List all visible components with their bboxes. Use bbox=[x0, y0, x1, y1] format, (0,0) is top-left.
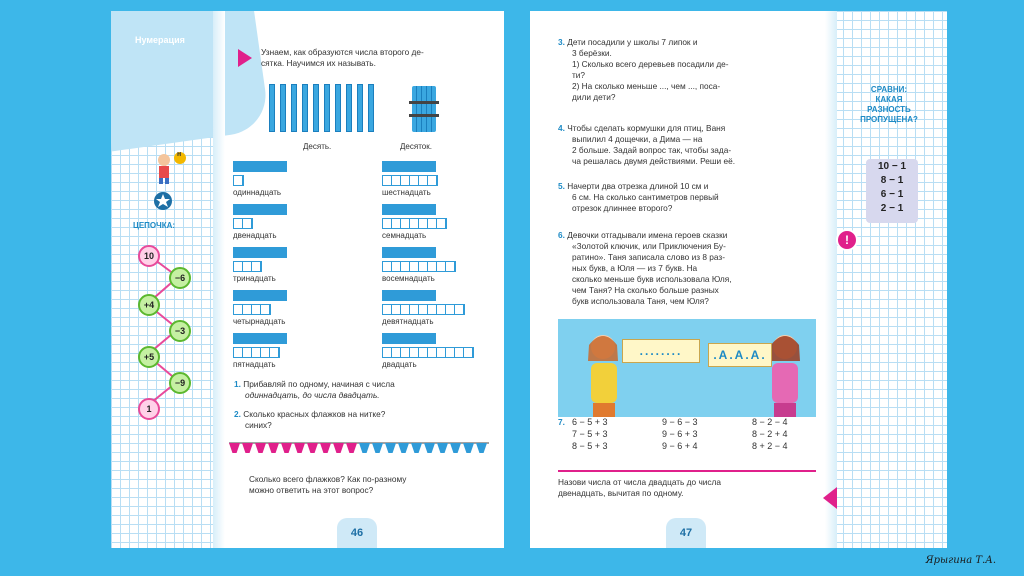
task-line bbox=[558, 181, 820, 192]
expression: 7 − 5 + 3 bbox=[572, 429, 608, 439]
bar-ones bbox=[233, 304, 271, 315]
task-line bbox=[558, 92, 820, 103]
section-tab bbox=[111, 11, 271, 151]
bar-ones bbox=[233, 218, 253, 229]
bar-ones bbox=[233, 347, 280, 358]
number-word: двенадцать bbox=[233, 231, 277, 240]
task-text: 1) Сколько всего деревьев посадили де- bbox=[572, 59, 729, 69]
red-flag bbox=[346, 443, 357, 453]
task-line bbox=[558, 156, 820, 167]
bar-ones bbox=[382, 347, 474, 358]
task-number: 2. bbox=[234, 409, 241, 419]
bundle-label: Десяток. bbox=[400, 142, 432, 151]
task-line: одиннадцать, до числа двадцать. bbox=[245, 390, 380, 400]
intro-text bbox=[261, 47, 491, 69]
task-number: 4. bbox=[558, 123, 565, 133]
task-line bbox=[558, 48, 820, 59]
intro-line-2: сятка. Научимся их называть. bbox=[261, 58, 376, 68]
task-text: Начерти два отрезка длиной 10 см и bbox=[567, 181, 709, 191]
task-7-number bbox=[558, 417, 565, 428]
stick-bundle bbox=[412, 86, 436, 132]
task-number: 3. bbox=[558, 37, 565, 47]
blue-flag bbox=[359, 443, 370, 453]
red-flag bbox=[307, 443, 318, 453]
task-line bbox=[558, 59, 820, 70]
task-number: 6. bbox=[558, 230, 565, 240]
task-line: Сколько красных флажков на нитке? bbox=[243, 409, 386, 419]
expression: 8 − 2 − 4 bbox=[752, 417, 788, 427]
blue-flag bbox=[385, 443, 396, 453]
task-line bbox=[558, 203, 820, 214]
red-flag bbox=[333, 443, 344, 453]
chain-step-7: 1 bbox=[138, 398, 160, 420]
sign-right: .А.А.А. bbox=[708, 343, 772, 367]
task-line bbox=[558, 192, 820, 203]
blue-flag bbox=[411, 443, 422, 453]
chain-title: ЦЕПОЧКА: bbox=[133, 221, 176, 230]
blue-flag bbox=[424, 443, 435, 453]
attention-icon: ! bbox=[836, 229, 858, 251]
bar-ones bbox=[382, 261, 456, 272]
bundle-band bbox=[409, 114, 439, 117]
red-flag bbox=[255, 443, 266, 453]
compare-title bbox=[844, 85, 934, 125]
task-line: Прибавляй по одному, начиная с числа bbox=[243, 379, 395, 389]
blue-flag bbox=[398, 443, 409, 453]
red-flag bbox=[268, 443, 279, 453]
bottom-line: Назови числа от числа двадцать до числа bbox=[558, 477, 722, 487]
page-number-left: 46 bbox=[337, 518, 377, 548]
flags-question bbox=[249, 474, 489, 496]
bar-tens bbox=[233, 247, 287, 258]
task-text: Девочки отгадывали имена героев сказки bbox=[567, 230, 728, 240]
task-text: Дети посадили у школы 7 липок и bbox=[567, 37, 698, 47]
avatar-badge: н bbox=[177, 151, 182, 158]
section-header: Нумерация bbox=[135, 35, 185, 45]
task-line: синих? bbox=[245, 420, 272, 430]
number-word: пятнадцать bbox=[233, 360, 276, 369]
bar-ones bbox=[382, 218, 447, 229]
number-word: восемнадцать bbox=[382, 274, 435, 283]
bar-tens bbox=[382, 333, 436, 344]
page-number-right: 47 bbox=[666, 518, 706, 548]
divider bbox=[558, 470, 816, 472]
left-page bbox=[111, 11, 504, 548]
expression: 9 − 6 + 3 bbox=[662, 429, 698, 439]
compare-title-line: ПРОПУЩЕНА? bbox=[860, 115, 918, 124]
chain-step-4: −3 bbox=[169, 320, 191, 342]
task-line bbox=[558, 123, 820, 134]
task-line bbox=[558, 134, 820, 145]
task-1 bbox=[234, 379, 494, 401]
task-6 bbox=[558, 230, 820, 307]
red-flag bbox=[294, 443, 305, 453]
ten-label: Десять. bbox=[303, 142, 332, 151]
blue-flag bbox=[463, 443, 474, 453]
task-text: 2 больше. Задай вопрос так, чтобы зада- bbox=[572, 145, 732, 155]
red-flag bbox=[229, 443, 240, 453]
task-text: Чтобы сделать кормушки для птиц, Ваня bbox=[567, 123, 726, 133]
number-word: двадцать bbox=[382, 360, 417, 369]
number-word: тринадцать bbox=[233, 274, 276, 283]
blue-flag bbox=[450, 443, 461, 453]
task-text: сколько меньше букв использовала Юля, bbox=[572, 274, 732, 284]
chain-step-5: +5 bbox=[138, 346, 160, 368]
red-flag bbox=[281, 443, 292, 453]
bar-ones bbox=[382, 175, 438, 186]
task-line bbox=[558, 241, 820, 252]
task-line bbox=[558, 263, 820, 274]
bar-tens bbox=[382, 204, 436, 215]
red-flag bbox=[242, 443, 253, 453]
task-text: 3 берёзки. bbox=[572, 48, 612, 58]
expression: 9 − 6 − 3 bbox=[662, 417, 698, 427]
bar-tens bbox=[382, 247, 436, 258]
task-text: отрезок длиннее второго? bbox=[572, 203, 673, 213]
question-line: Сколько всего флажков? Как по-разному bbox=[249, 474, 407, 484]
task-text: ча решалась двумя действиями. Реши её. bbox=[572, 156, 736, 166]
task-3 bbox=[558, 37, 820, 103]
task-5 bbox=[558, 181, 820, 214]
task-line bbox=[558, 285, 820, 296]
number-word: шестнадцать bbox=[382, 188, 431, 197]
bar-ones bbox=[233, 175, 244, 186]
bottom-line: двенадцать, вычитая по одному. bbox=[558, 488, 684, 498]
girls-illustration bbox=[558, 319, 816, 417]
right-page bbox=[530, 11, 947, 548]
task-line bbox=[558, 70, 820, 81]
task-2 bbox=[234, 409, 494, 431]
red-flag bbox=[320, 443, 331, 453]
question-marker-icon bbox=[823, 487, 837, 509]
bundle-band bbox=[409, 101, 439, 104]
bottom-task bbox=[558, 477, 818, 499]
compare-expression: 8 − 1 bbox=[880, 175, 904, 186]
blue-flag bbox=[476, 443, 487, 453]
task-text: «Золотой ключик, или Приключения Бу- bbox=[572, 241, 726, 251]
compare-expression: 2 − 1 bbox=[880, 203, 904, 214]
task-line bbox=[558, 296, 820, 307]
bar-tens bbox=[233, 204, 287, 215]
question-line: можно ответить на этот вопрос? bbox=[249, 485, 374, 495]
flags-garland bbox=[229, 441, 489, 453]
star-icon bbox=[153, 191, 173, 211]
task-text: ратино». Таня записала слово из 8 раз- bbox=[572, 252, 725, 262]
chain-step-2: −6 bbox=[169, 267, 191, 289]
task-text: выпилил 4 дощечки, а Дима — на bbox=[572, 134, 703, 144]
expression: 9 − 6 + 4 bbox=[662, 441, 698, 451]
girls-image bbox=[558, 319, 816, 417]
compare-title-line: РАЗНОСТЬ bbox=[867, 105, 911, 114]
bar-tens bbox=[233, 333, 287, 344]
number-word: одиннадцать bbox=[233, 188, 282, 197]
task-text: 2) На сколько меньше ..., чем ..., поса- bbox=[572, 81, 721, 91]
number-word: семнадцать bbox=[382, 231, 427, 240]
task-line bbox=[558, 37, 820, 48]
page-fold-shadow bbox=[213, 11, 225, 548]
task-4 bbox=[558, 123, 820, 167]
chain-step-3: +4 bbox=[138, 294, 160, 316]
task-line bbox=[558, 230, 820, 241]
author-signature: Ярыгина Т.А. bbox=[925, 555, 996, 566]
page-fold-shadow bbox=[825, 11, 837, 548]
task-text: букв использовала Таня, чем Юля? bbox=[572, 296, 709, 306]
task-text: 6 см. На сколько сантиметров первый bbox=[572, 192, 719, 202]
play-marker-icon bbox=[238, 49, 252, 67]
expression: 6 − 5 + 3 bbox=[572, 417, 608, 427]
bar-tens bbox=[233, 290, 287, 301]
chain-step-1: 10 bbox=[138, 245, 160, 267]
expression: 8 − 5 + 3 bbox=[572, 441, 608, 451]
bar-tens bbox=[382, 161, 436, 172]
task-line bbox=[558, 81, 820, 92]
task-line bbox=[558, 252, 820, 263]
bar-tens bbox=[382, 290, 436, 301]
number-word: девятнадцать bbox=[382, 317, 434, 326]
task-text: чем Таня? На сколько больше разных bbox=[572, 285, 719, 295]
compare-title-line: КАКАЯ bbox=[875, 95, 903, 104]
compare-expression: 6 − 1 bbox=[880, 189, 904, 200]
task-number: 7. bbox=[558, 417, 565, 427]
task-line bbox=[558, 145, 820, 156]
task-line bbox=[558, 274, 820, 285]
task-number: 5. bbox=[558, 181, 565, 191]
task-text: ти? bbox=[572, 70, 586, 80]
bar-tens bbox=[233, 161, 287, 172]
boy-icon bbox=[151, 151, 187, 185]
bar-ones bbox=[233, 261, 262, 272]
blue-flag bbox=[437, 443, 448, 453]
compare-title-line: СРАВНИ: bbox=[870, 85, 908, 94]
chain-step-6: −9 bbox=[169, 372, 191, 394]
task-text: дили дети? bbox=[572, 92, 616, 102]
expression: 8 + 2 − 4 bbox=[752, 441, 788, 451]
task-number: 1. bbox=[234, 379, 241, 389]
sign-left: ........ bbox=[622, 339, 700, 363]
task-text: ных букв, а Юля — из 7 букв. На bbox=[572, 263, 698, 273]
blue-flag bbox=[372, 443, 383, 453]
expression: 8 − 2 + 4 bbox=[752, 429, 788, 439]
compare-expression: 10 − 1 bbox=[877, 161, 907, 172]
intro-line-1: Узнаем, как образуются числа второго де- bbox=[261, 47, 424, 57]
number-word: четырнадцать bbox=[233, 317, 286, 326]
bar-ones bbox=[382, 304, 465, 315]
